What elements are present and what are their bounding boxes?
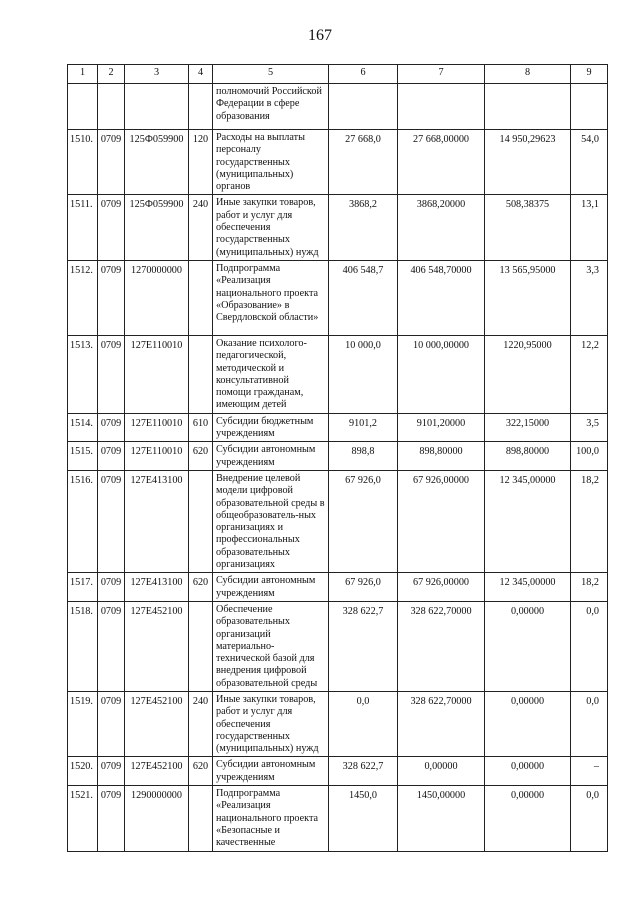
target-article-code: 127E413100	[125, 573, 189, 602]
row-number: 1515.	[68, 442, 98, 471]
percent-value	[571, 84, 608, 130]
value-col-8: 13 565,95000	[485, 260, 571, 335]
percent-value: –	[571, 757, 608, 786]
section-code: 0709	[98, 413, 125, 442]
percent-value: 100,0	[571, 442, 608, 471]
value-col-6: 328 622,7	[329, 601, 398, 691]
value-col-7	[398, 84, 485, 130]
target-article-code: 125Ф059900	[125, 130, 189, 195]
percent-value: 54,0	[571, 130, 608, 195]
value-col-8: 0,00000	[485, 601, 571, 691]
row-number: 1513.	[68, 335, 98, 413]
item-name: Иные закупки товаров, работ и услуг для обеспечения государственных (муниципальных) нужд	[213, 691, 329, 756]
table-row	[68, 130, 608, 195]
value-col-7: 67 926,00000	[398, 470, 485, 572]
value-col-6: 10 000,0	[329, 335, 398, 413]
item-name: полномочий Российской Федерации в сфере образования	[213, 84, 329, 130]
item-name: Иные закупки товаров, работ и услуг для обеспечения государственных (муниципальных) нужд	[213, 195, 329, 260]
item-name: Подпрограмма «Реализация национального проекта «Образование» в Свердловской области»	[213, 260, 329, 335]
column-header: 8	[485, 65, 571, 84]
column-header: 7	[398, 65, 485, 84]
value-col-6: 3868,2	[329, 195, 398, 260]
column-header: 3	[125, 65, 189, 84]
table-row	[68, 786, 608, 851]
item-name: Субсидии бюджетным учреждениям	[213, 413, 329, 442]
value-col-6: 27 668,0	[329, 130, 398, 195]
table-row	[68, 335, 608, 413]
table-row	[68, 195, 608, 260]
expense-type-code: 620	[189, 757, 213, 786]
expense-type-code: 120	[189, 130, 213, 195]
value-col-8: 508,38375	[485, 195, 571, 260]
section-code: 0709	[98, 757, 125, 786]
percent-value: 0,0	[571, 691, 608, 756]
value-col-7: 406 548,70000	[398, 260, 485, 335]
target-article-code: 127E452100	[125, 691, 189, 756]
table-row	[68, 413, 608, 442]
value-col-6: 406 548,7	[329, 260, 398, 335]
section-code: 0709	[98, 786, 125, 851]
value-col-8: 0,00000	[485, 757, 571, 786]
percent-value: 3,5	[571, 413, 608, 442]
value-col-8: 0,00000	[485, 786, 571, 851]
row-number: 1520.	[68, 757, 98, 786]
value-col-6	[329, 84, 398, 130]
expense-type-code: 620	[189, 573, 213, 602]
expense-type-code: 240	[189, 195, 213, 260]
target-article-code: 127E110010	[125, 335, 189, 413]
value-col-8: 12 345,00000	[485, 470, 571, 572]
value-col-6: 1450,0	[329, 786, 398, 851]
section-code: 0709	[98, 601, 125, 691]
item-name: Расходы на выплаты персоналу государственных (муниципальных) органов	[213, 130, 329, 195]
target-article-code: 125Ф059900	[125, 195, 189, 260]
table-row	[68, 757, 608, 786]
value-col-6: 898,8	[329, 442, 398, 471]
target-article-code: 127E413100	[125, 470, 189, 572]
item-name: Субсидии автономным учреждениям	[213, 757, 329, 786]
expense-type-code: 620	[189, 442, 213, 471]
target-article-code: 127E452100	[125, 601, 189, 691]
section-code: 0709	[98, 195, 125, 260]
section-code	[98, 84, 125, 130]
expense-type-code: 240	[189, 691, 213, 756]
value-col-7: 328 622,70000	[398, 601, 485, 691]
value-col-6: 67 926,0	[329, 573, 398, 602]
header-row	[68, 65, 608, 84]
value-col-7: 27 668,00000	[398, 130, 485, 195]
row-number: 1519.	[68, 691, 98, 756]
value-col-7: 0,00000	[398, 757, 485, 786]
item-name: Внедрение целевой модели цифровой образовательной среды в общеобразователь-ных организациях и профессиональных образовательных организациях	[213, 470, 329, 572]
section-code: 0709	[98, 130, 125, 195]
column-header: 4	[189, 65, 213, 84]
column-header: 2	[98, 65, 125, 84]
row-number: 1518.	[68, 601, 98, 691]
percent-value: 18,2	[571, 470, 608, 572]
value-col-6: 0,0	[329, 691, 398, 756]
budget-table	[67, 64, 608, 852]
table-row	[68, 260, 608, 335]
value-col-7: 10 000,00000	[398, 335, 485, 413]
value-col-6: 67 926,0	[329, 470, 398, 572]
value-col-8: 12 345,00000	[485, 573, 571, 602]
item-name: Субсидии автономным учреждениям	[213, 573, 329, 602]
section-code: 0709	[98, 691, 125, 756]
value-col-8: 1220,95000	[485, 335, 571, 413]
value-col-7: 328 622,70000	[398, 691, 485, 756]
row-number: 1521.	[68, 786, 98, 851]
row-number	[68, 84, 98, 130]
target-article-code: 127E452100	[125, 757, 189, 786]
row-number: 1510.	[68, 130, 98, 195]
section-code: 0709	[98, 573, 125, 602]
column-header: 6	[329, 65, 398, 84]
table-row	[68, 573, 608, 602]
value-col-8: 898,80000	[485, 442, 571, 471]
section-code: 0709	[98, 470, 125, 572]
target-article-code: 1270000000	[125, 260, 189, 335]
page-number: 167	[308, 27, 332, 44]
table-row	[68, 84, 608, 130]
percent-value: 3,3	[571, 260, 608, 335]
percent-value: 12,2	[571, 335, 608, 413]
table-row	[68, 442, 608, 471]
row-number: 1514.	[68, 413, 98, 442]
value-col-7: 3868,20000	[398, 195, 485, 260]
expense-type-code	[189, 260, 213, 335]
expense-type-code	[189, 601, 213, 691]
row-number: 1511.	[68, 195, 98, 260]
value-col-7: 9101,20000	[398, 413, 485, 442]
target-article-code: 127E110010	[125, 413, 189, 442]
value-col-8: 0,00000	[485, 691, 571, 756]
percent-value: 0,0	[571, 786, 608, 851]
expense-type-code	[189, 786, 213, 851]
target-article-code: 1290000000	[125, 786, 189, 851]
value-col-6: 9101,2	[329, 413, 398, 442]
target-article-code: 127E110010	[125, 442, 189, 471]
row-number: 1517.	[68, 573, 98, 602]
expense-type-code	[189, 335, 213, 413]
percent-value: 13,1	[571, 195, 608, 260]
table-row	[68, 601, 608, 691]
item-name: Оказание психолого-педагогической, методической и консультативной помощи гражданам, имеющим детей	[213, 335, 329, 413]
column-header: 1	[68, 65, 98, 84]
row-number: 1512.	[68, 260, 98, 335]
value-col-7: 898,80000	[398, 442, 485, 471]
value-col-8: 14 950,29623	[485, 130, 571, 195]
percent-value: 18,2	[571, 573, 608, 602]
section-code: 0709	[98, 335, 125, 413]
value-col-8	[485, 84, 571, 130]
value-col-6: 328 622,7	[329, 757, 398, 786]
value-col-8: 322,15000	[485, 413, 571, 442]
column-header: 5	[213, 65, 329, 84]
section-code: 0709	[98, 442, 125, 471]
value-col-7: 67 926,00000	[398, 573, 485, 602]
column-header: 9	[571, 65, 608, 84]
expense-type-code: 610	[189, 413, 213, 442]
table-row	[68, 470, 608, 572]
expense-type-code	[189, 470, 213, 572]
expense-type-code	[189, 84, 213, 130]
table-row	[68, 691, 608, 756]
value-col-7: 1450,00000	[398, 786, 485, 851]
percent-value: 0,0	[571, 601, 608, 691]
item-name: Подпрограмма «Реализация национального проекта «Безопасные и качественные	[213, 786, 329, 851]
item-name: Обеспечение образовательных организаций материально-технической базой для внедрения цифровой образовательной среды	[213, 601, 329, 691]
target-article-code	[125, 84, 189, 130]
section-code: 0709	[98, 260, 125, 335]
row-number: 1516.	[68, 470, 98, 572]
item-name: Субсидии автономным учреждениям	[213, 442, 329, 471]
